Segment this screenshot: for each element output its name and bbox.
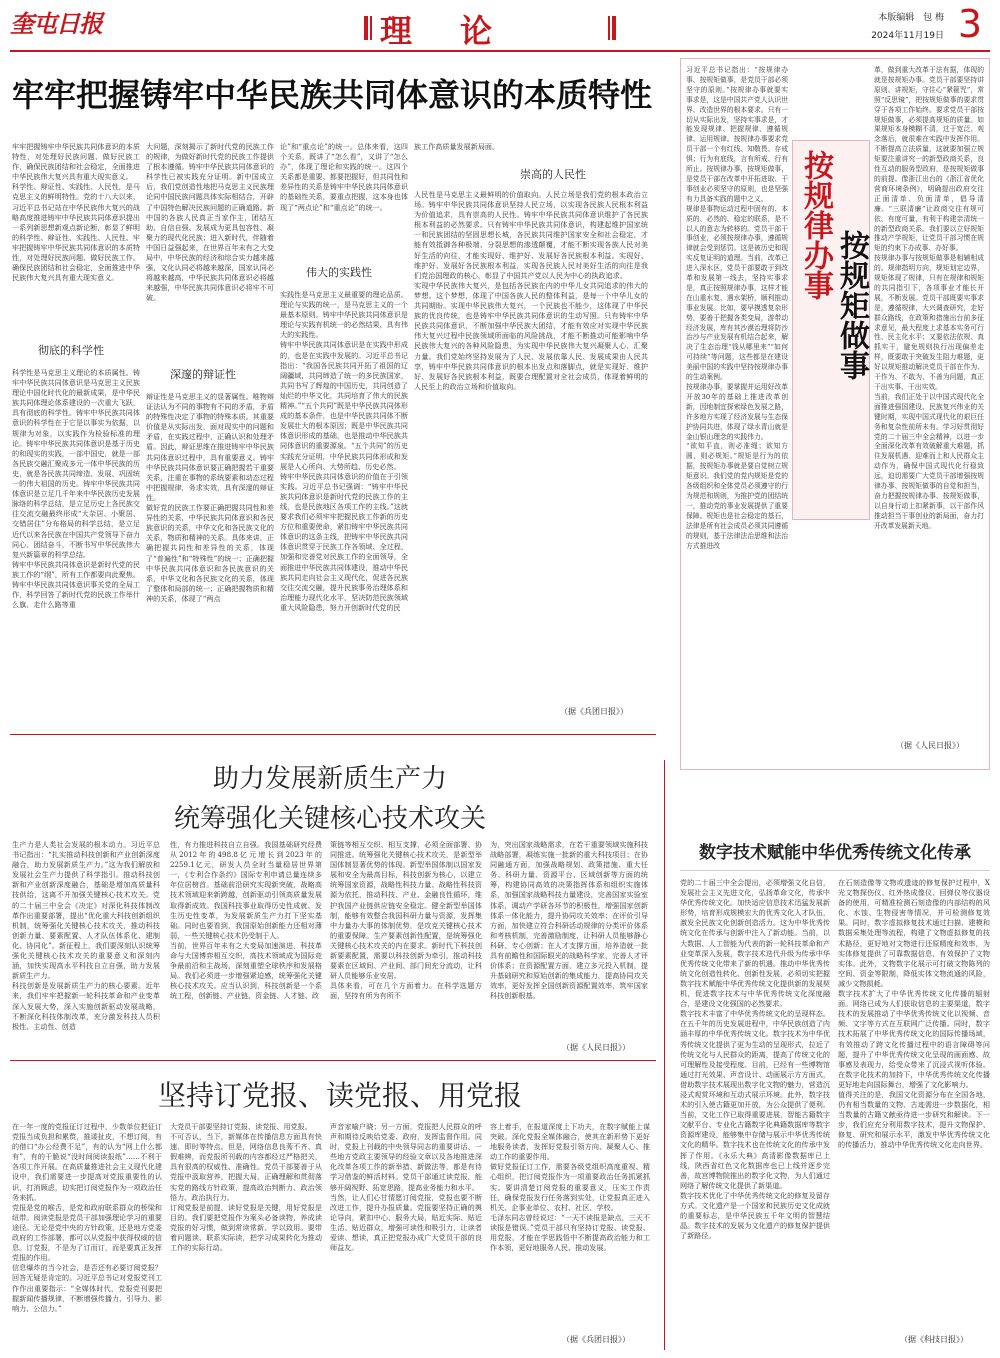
article3-col3: 策链等相互交织、相互支撑，必须全面部署、协同推进。统筹强化关键核心技术攻关，是新型举国体制显著优势的体现。新型举国体制以国家发展和安全为最高目标，科技创新为核心，以建立统筹国家资源，战略性科技力量、战略性科技资源为依托，推动科技、产业、金融良性循环，维护我国产业链供应链安全稳定。健全新型举国体制，能够有效整合我国科研力量与资源，发挥集中力量办大事的体制优势，是攻克关键核心技术的重要保障。生产要素创新性配置，是统筹强化关键核心技术攻关的内在要求。新时代下科技创新要素配置，需要以科技创新为牵引，推动科技要素在区域间、产业间、部门间充分流动，让科研人员能够乐业安居。 具体来看，可在几个方面着力。在科学选题方面，坚持有所为有所不 [330,840,482,1001]
section-name: 理论 [380,12,541,50]
article3-col2: 性，有力推进科技自立自强。我国基础研究经费从2012年的498.8亿元增长到2023年的2259.1亿元，研发人员全时当量稳居世界第一，《专利合作条约》国际专利申请总量连续多年位居榜首。基础前沿研究实现新突破，战略高技术领域迎来新跨越，创新驱动引领高质量发展取得新成效。我国科技事业取得历史性成就、发生历史性变革，为发展新质生产力打下坚实基础。同时也要看到，我国原始创新能力还相对薄弱，一些关键核心技术仍受制于人。 当前，世界百年未有之大变局加速演进，科技革命与大国博弈相互交织，高技术领域成为国际竞争最前沿和主战场，深刻重塑全球秩序和发展格局。我们必须进一步增强紧迫感，统筹强化关键核心技术攻关。应当认识到，科技创新是一个系统工程，创新链、产业链、资金链、人才链、政 [170,840,322,1001]
article2-title-line1: 按规律办事 [798,150,833,300]
article1-sec3-body: 实践性是马克思主义最重要的理论品质。理论与实践的统一，是马克思主义的一个最基本原则。铸牢中华民族共同体意识是理论与实践有机统一的必然结果，具有伟大的实践性。 铸牢中华民族共同体意识是在实践中形成的，也是在实践中发展的。习近平总书记指出：“我国各民族共同开拓了祖国的辽阔疆域，共同缔造了统一的多民族国家，共同书写了辉煌的中国历史，共同创造了灿烂的中华文化，共同培育了伟大的民族精神。”“五个共同”既是中华民族共同体形成的基本条件，也是中华民族共同体不断发展壮大的根本原因；既是中华民族共同体意识形成的基础，也是推动中华民族共同体意识的重要源泉。“五个共同”的历史实践充分证明，中华民族共同体形成和发展是人心所向、大势所趋、历史必然。 铸牢中华民族共同体意识的价值在于引领实践。习近平总书记强调：“铸牢中华民族共同体意识是新时代党的民族工作的主线，也是民族地区各项工作的主线。”这就要求我们必须牢牢把握民族工作新的历史方位和重要使命，紧扣铸牢中华民族共同体意识的这条主线，把铸牢中华民族共同体意识贯穿于民族工作各领域、全过程，加强和完善党对民族工作的全面领导，全面推进中华民族共同体建设，推动中华民族共同走向社会主义现代化，促进各民族交往交流交融，提升民族事务治理体系和治理能力现代化水平，坚决防范民族领域重大风险隐患，努力开创新时代党的民 [280,290,408,612]
column-divider [664,760,665,1350]
newspaper-logo: 奎屯日报 [10,9,102,38]
article2-col2: 革，做到重大改革于法有据，体现的就是按规矩办事。党员干部要坚持讲原则、讲规矩，守住心“紧箍咒”，常照“反思镜”，把按规矩做事的要求贯穿于各项工作始终。要求党员干部按规矩做事，必须提高规矩的质量。如果规矩本身模糊不清，过于宽泛、观念落后，就很难在实践中发挥作用。不断提高立法质量，这就要加强立规矩要注重讲究一的新型政商关系，良性互动的服务型政府，是按规矩做事的前提。像浙江出台的《浙江省优化营商环境条例》，明确提出政府交往正面清单、负面清单，倡导清廉、“三联清廉”让政商交往有规可依、有度可量，有利于构建亲清统一的新型政商关系。我们要以立好规矩推动产学规矩，让党员干部习惯在规矩的约束下办成事、办好事。 按规律办事与按规矩做事是相辅相成的。规律指明方向，规矩划定边界，规矩体现了规律，只有在规律和规矩的共同指引下，各项事业才能长开展，不断发展。党员干部既要实事求是，遵循规律，大兴调查研究，走好群众路线，在政策和措施出台前多征求意见，最大程度上求基本实务可行性、民主化水平；又要依法依规、真抓实干，避免规则执行出现偏差走样，既要敢于突破发生阻力难题，更好以规矩推动解决党员干部在作为、干作为、不敢为、不善为问题，真正干出实事、干出实效。 当前，我们正处于以中国式现代化全面推进强国建设、民族复兴伟业的关键时期，实现中国式现代化的艰巨任务和复杂性前所未有。学习好贯彻好党的二十届三中全会精神，以进一步全面深化改革有效破解重大难题，抓住发展机遇、迎难而上和人民群众主动作为，确保中国式现代化行稳致远，迫切需要广大党员干部增强按规律办事、按规矩做事的自觉和担当，奋力把握按规律办事、按规矩做事，以自身行动上扣紧新事，以干部作风推动担当干事创业的新局面，奋力打开改革发展新天地。 [874,66,984,530]
article3-title-line1: 助力发展新质生产力 [212,764,447,794]
article1-sec1-body: 科学性是马克思主义理论的本质属性。铸牢中华民族共同体意识是马克思主义民族理论中国化时代化的最新成果，是中华民族共同体理论体系建设的一次重大飞跃，具有彻底的科学性。铸牢中华民族共同体意识的科学性在于它是以事实为依据，以规律为对象，以实践作为检验标准的理论。铸牢中华民族共同体意识是基于历史的和现实的实践，一部中国史，就是一部各民族交融汇聚成多元一体中华民族的历史，就是各民族共同缔造、发展、巩固统一的伟大祖国的历史。铸牢中华民族共同体意识是立足几千年来中华民族历史发展脉络的科学总结，是立足历史上各民族交往交流交融最终形成“大杂居、小聚居、交错居住”分布格局的科学总结，是立足近代以来各民族在中国共产党领导下奋力同心、团结奋斗，不断书写中华民族伟大复兴新篇章的科学总结。 铸牢中华民族共同体意识是新时代党的民族工作的“纲”，所有工作都要向此聚焦。铸牢中华民族共同体意识事关党的全局工作，科学回答了新时代党的民族工作举什么旗、走什么路等重 [12,368,140,610]
article1-sec1-title: 彻底的科学性 [38,344,104,357]
editor-info [834,10,944,24]
editor-name: 包 梅 [923,13,944,23]
article3-bottom-rule [10,1060,656,1061]
article1-title: 牢牢把握铸牢中华民族共同体意识的本质特性 [12,76,653,114]
article1-col3-top: 论”和“重点论”的统一。总体来看，这四个关系，既讲了“怎么看”，又讲了“怎么办”，体现了理论和实践的统一。这四个关系都是重要、都要把握好，但共同性和差异性的关系是铸牢中华民族共同体意识的基础性关系，要重点把握，这本身也体现了“两点论”和“重点论”的统一。 [280,142,408,212]
article5-title: 坚持订党报、读党报、用党报 [157,1079,522,1112]
article3-col4: 为，突出国家战略需求，在若干重要领域实施科技战略部署，凝练实施一批新的重大科技项目；在协同融通方面，加强战略规划、政策措施、重大任务、科研力量、资源平台、区域创新等方面的统筹，构建协同高效的决策指挥体系和组织实施体系，加强国家战略科技力量建设，完善国家实验室体系，调动产学研各环节的积极性，增强国家创新体系一体化能力，提升协同攻关效率；在评价引导方面，加快建立符合科研活动规律的分类评价体系和考核机制，完善激励制度，让科研人员能够静心科研、专心创新；在人才支撑方面，培养造就一批具有前瞻性和国际眼光的战略科学家，完善人才评价体系；在资源配置方面，建立多元投入机制，提升基础研究和原始创新的集成能力，提高协同攻关效率，更好发挥全国创新资源配置效率，筑牢国家科技创新根基。 [490,840,648,1001]
page-number: 3 [957,2,983,46]
article1-sec2-body: 辩证性是马克思主义的显著属性。唯物辩证法认为不同的事物有不同的矛盾，矛盾的特殊性决定了事物的特殊本质。其重要价值是从实际出发，面对现实中的问题和矛盾，在实践过程中，正确认识和处理矛盾。因此，辩证思维在推进铸牢中华民族共同体意识过程中，具有重要意义。铸牢中华民族共同体意识要正确把握若干重要关系，注重在事物的系统要素和动态过程中把握规律，务求实效，具有深邃的辩证性。 做好党的民族工作要正确把握共同性和差异性的关系，中华民族共同体意识和各民族意识的关系，中华文化和各民族文化的关系，物质和精神的关系。具体来讲，正确把握共同性和差异性的关系，体现了“普遍性”和“特殊性”的统一；正确把握中华民族共同体意识和各民族意识的关系，中华文化和各民族文化的关系，体现了整体和局部的统一；正确把握物质和精神的关系，体现了“两点 [146,392,274,603]
article5-col1: 在一年一度的党报征订过程中，少数单位把征订党报当成负担和累赘，推诿扯皮，不想订阅，有的借口“办公经费不足”，有的认为“网上什么都有”，有的干脆说“没时间阅读报纸”……不利于各项工作开展。在高质量推进社会主义现代化建设中，我们需要进一步提高对党报重要性的认识，打消顾虑，切实把订阅党报作为一项政治任务来抓。 党报是党的喉舌，是党和政府联系群众的桥梁和纽带。阅读党报是党员干部加强理论学习的重要途径。无论是党中央的方针政策，还是地方党委政府的工作部署，都可以从党报中获得权威的信息。订党报，不是为了订而订，而是要真正发挥党报的作用。 信息爆炸的当今社会，是否还有必要订阅党报？回答无疑是肯定的。习近平总书记对党报党刊工作作出重要指示：“全媒体时代，党报党刊要把握新闻传播规律，不断增强传播力、引导力、影响力、公信力。” [12,1122,162,1313]
section-bar-left [364,16,372,40]
article1-sec2-title: 深邃的辩证性 [170,368,236,381]
article4-col2: 在石刻造像等文物或遗迹的修复保护过程中，X光文物探伤仪、红外热成像仪、回弹仪等仪器设备的使用，可精准检测石刻造像的内部结构的风化、水蚀、生物侵害等情况，并可检测修复效果。同时，数字虚拟修复技术通过扫描、建模和数据采集处理等流程，构建了文物虚拟修复的技术路径，更好地对文物进行还原精度和效率，为实体修复提供了可靠数据信息，有效保护了文物实体。此外，文物数字化展示可打破文物陈列的空间、资金等限制，降低实体文物流通的风险，减少文物损耗。 数字技术扩大了中华优秀传统文化传播的辐射面。网络已成为人们获取信息的主要渠道，数字技术的发展推动了中华优秀传统文化以视频、音频、文字等方式在互联网广泛传播。同时，数字技术拓展了中华优秀传统文化的国际传播场域，有效推动了跨文化传播过程中的语言障碍等问题，提升了中华优秀传统文化呈现的画面感、故事感及表现力，给受众带来了沉浸式视听体验。在数字化技术的加持下，中华优秀传统文化传播更好地走向国际舞台，增强了文化影响力。 值得关注的是，我国文化资源分布在全国各地，仍有相当数量的文物、古迹需进一步数据化，相当数量的古籍文献亟待进一步研究和解读。下一步，我们应充分利用数字技术，提升文物保护、修复、研究和展示水平，激发中华优秀传统文化的传播活力，推动中华优秀传统文化走向世界。 [838,878,990,1150]
article5-col3: 声音家喻户晓；另一方面，党报把人民群众的呼声和期待反映给党委、政府，发挥监督作用。同时，党报上刊载的中央领导同志的重要讲话、一些地方党政主要领导的经验文章以及各地推进深化改革各项工作的新举措、新做法等，都是有待学习借鉴的鲜活材料。党员干部通过读党报，能够开阔视野、拓宽思路，提高业务能力和水平。 当然，让人们心甘情愿订阅党报，党报也要不断改进工作，提升办报质量。党报要坚持正确的舆论导向，紧扣中心、服务大局，贴近实际、贴近生活、贴近群众，增强可读性和吸引力，让读者爱读、想读，真正把党报办成广大党员干部的良师益友。 [330,1122,482,1253]
article5-col2: 大党员干部要坚持订党报、读党报、用党报。 不可否认，当下，新媒体在传播信息方面具有快速、即时等特点。但是，网络信息良莠不齐、真假难辨，而党报所刊载的内容都经过严格把关，具有很高的权威性、准确性。党员干部要善于从党报中汲取营养，把握大局，正确理解和贯彻落实党的路线方针政策，提高政治判断力、政治领悟力、政治执行力。 订阅党报是前提，读好党报是关键，用好党报是目的。我们要把党报作为案头必备读物，养成读党报的好习惯，做到常读常新、学以致用。要带着问题读、联系实际读，把学习成果转化为推动工作的实际行动。 [170,1122,322,1253]
article1-sec4-title: 崇高的人民性 [520,168,586,181]
article4-col1: 党的二十届三中全会提出，必须增强文化自信，发展社会主义先进文化，弘扬革命文化，传承中华优秀传统文化。加快适应信息技术迅猛发展新形势，培育形成规模宏大的优秀文化人才队伍，激发全民族文化创新创造活力。这为中华优秀传统文化在传承与创新中注入了新动能。当前，以大数据、人工智能为代表的新一轮科技革命和产业变革深入发展，数字技术迭代升级为传承中华优秀传统文化带来了新的机遇。推动中华优秀传统文化创造性转化、创新性发展，必须切实把握数字技术赋能中华优秀传统文化提供新的发展契机，促进数字技术与中华优秀传统文化深度融合，是建设文化强国的必然要求。 数字技术丰富了中华优秀传统文化的呈现样态。在五千年的历史发展进程中，中华民族创造了内涵丰厚的中华优秀传统文化。数字技术为中华优秀传统文化提供了更为生动的呈现形式，拉近了传统文化与人民群众的距离，提高了传统文化的可理解性及接受程度。目前，已经有一些博物馆通过打光效果、声音设计、动画展示方方面式，借助数字技术展现出数字化文物的魅力，营造沉浸式观赏环境和互动式展示环境。此外，数字技术的引入使古籍更加开放，为公众提供了便利。当前，文化工作已取得重要进展，智能古籍数字文献平台、专业化古籍数字化典籍数据库等数字资源库建设，能够集中存储与展示中华优秀传统文化的精华。数字技术也在传统文化的传承中发挥了作用。《永乐大典》高清影像数据库已上线，陕西省红色文化数据库也已上线并逐步完善，故宫博物院推出的数字化文物，为人们通过网络了解传统文化提供了新渠道。 数字技术优化了中华优秀传统文化的修复及留存方式。文化遗产是一个国家和民族历史文化成就的重要标志，是中华民族五千年文明的智慧结晶。数字技术的发展为文化遗产的修复保护提供了新路径。 [680,878,830,1241]
article1-sec4-body: 人民性是马克思主义最鲜明的价值取向。人民立场是我们党的根本政治立场。铸牢中华民族共同体意识坚持人民立场，以实现各民族人民根本利益为价值追求，具有崇高的人民性。铸牢中华民族共同体意识维护了各民族根本利益的必然要求。只有铸牢中华民族共同体意识，构建起维护国家统一和民族团结的坚固思想长城，各民族共同维护国家安全和社会稳定，才能有效抵御各种极端、分裂思想的渗透颠覆，才能不断实现各族人民对美好生活的向往，才能实现好、维护好、发展好各民族根本利益。实现好、维护好、发展好各民族根本利益，实现各民族人民对美好生活的向往是我们党治国理政的核心，彰显了中国共产党以人民为中心的执政追求。 实现中华民族伟大复兴，是包括各民族在内的中华儿女共同追求的伟大的梦想。这个梦想，体现了中国各族人民的整体利益，是每一个中华儿女的共同期盼。实现中华民族伟大复兴，一个民族也不能少，这体现了中华民族的优良传统，也是铸牢中华民族共同体意识的生动写照。只有铸牢中华民族共同体意识，不断加强中华民族大团结，才能有效应对实现中华民族伟大复兴过程中民族领域所面临的风险挑战，才能不断推动可能影响中华民族伟大复兴的各种风险隐患，为实现中华民族伟大复兴凝聚人心、汇聚力量。我们党始终坚持发展为了人民、发展依靠人民、发展成果由人民共享，铸牢中华民族共同体意识的根本出发点和落脚点，就是实现好、维护好、发展好各民族根本利益，既要合理配置对全社会成员，体现着鲜明的人民至上的政治立场和价值取向。 [414,190,648,391]
article4-title-rule [680,870,990,871]
article3-byline: （据《人民日报》） [562,1043,630,1052]
issue-date: 2024年11月19日 [871,31,944,41]
article1-sec3-title: 伟大的实践性 [306,266,372,279]
article2-col1: 习近平总书记指出：“按规律办事、按规矩做事，是党员干部必须坚守的原则。”按规律办事就要实事求是，这是中国共产党人认识世界、改造世界的根本要求。只有一切从实际出发，坚持实事求是，才能发现规律、把握规律、遵循规律、运用规律。按规律办事要求党员干部一个有红线、知敬畏、存戒惧；行为有底线，言有所戒、行有所止。按规律办事，按规矩做事，是党员干部在改革中开拓进取、干事创业必须坚守的原则，也是坚强有力具备实践的题中之义。 规律是事物运动过程中固有的、本质的、必然的、稳定的联系，是不以人的意志为转移的。党员干部干事创业，必须按规律办事，遵循规律就会受到惩罚。这是被历史和现实反复证明的道理。当前，改革已进入深水区，党员干部要敢于到改革和发展第一线去，坚持实事求是，真正按照规律办事，这样才能在山重水复、遇水架桥，顺利推动事业发展。比如，要早摸透复杂形势，要善于把握各类变局，游带动经济发展，库有其沙漠治理将防沙治沙与产业发展有机结合起来，解决了生态治理“钱从哪里来”“如何可持续”等问题，这些都是在建设美丽中国的实践中坚持按规律办事的生动案例。 按规律办事，要掌握并运用好改革开放30年的基础上推进改革创新，因地制宜探索绿色发展之路，许多地方实现了经济发展与生态保护协同共进，体现了绿水青山就是金山银山理念的实践伟力。 “欲知平直，则必准绳；欲知方圆，则必规矩。”规矩是行为的依据，按规矩办事就是要自觉树立规矩意识。我们党的党内规矩是党的各级组织和全体党员必须遵守的行为规范和规则，为推护党的团结统一，推动党的事业发展提供了重要保障。规矩也是社会稳定的基石，法律是所有社会成员必须共同遵循的规则，基于法律法治思维和法治方式推进改 [686,66,788,550]
article1-intro: 牢牢把握铸牢中华民族共同体意识的本质特性，对处理好民族问题、做好民族工作，确保民族团结和社会稳定，全面推进中华民族伟大复兴具有重大现实意义。 科学性、辩证性、实践性、人民性，是马克思主义的鲜明特性。党的十八大以来，习近平总书记站在中华民族伟大复兴的战略高度推进铸牢中华民族共同体意识提出一系列新思想新观点新论断，彰显了鲜明的科学性、辩证性、实践性、人民性。牢牢把握铸牢中华民族共同体意识的本质特性，对处理好民族问题、做好民族工作，确保民族团结和社会稳定，全面推进中华民族伟大复兴具有重大现实意义。 [12,142,140,283]
article1-col4-top: 族工作高质量发展新局面。 [414,142,500,151]
article2-title-line2: 按规矩做事 [834,230,869,380]
article4-byline: （据《科技日报》） [900,1335,968,1344]
article1-bottom-rule [10,734,656,735]
article3-col1: 生产力是人类社会发展的根本动力。习近平总书记指出：“扎实推动科技创新和产业创新深度融合，助力发展新质生产力。”这为我们解放和发展社会生产力提供了科学指引。推动科技创新和产业创新深度融合，基础是增加高质量科技供给，这离不开加强关键核心技术攻关。党的二十届三中全会《决定》对深化科技体制改革作出重要部署，提出“优化重大科技创新组织机制，统筹强化关键核心技术攻关，推动科技创新力量、要素配置、人才队伍体系化、建制化、协同化”。新征程上，我们要深刻认识统筹强化关键核心技术攻关的重要意义和深刻内涵，加快实现高水平科技自立自强，助力发展新质生产力。 科技创新是发展新质生产力的核心要素。近年来，我们牢牢把握新一轮科技革命和产业变革深入发展大势，深入实施创新驱动发展战略，不断深化科技体制改革，充分激发科技人员积极性、主动性、创造 [12,840,160,1031]
article5-byline: （据《兵团日报》） [562,1335,630,1344]
section-bar-right [608,16,616,40]
article1-col2-body: 大问题，深刻揭示了新时代党的民族工作的规律，为做好新时代党的民族工作提供了根本遵循。铸牢中华民族共同体意识的科学性已被实践充分证明。新中国成立后，我们党创造性地把马克思主义民族理论同中国民族问题具体实际相结合，开辟了中国特色解决民族问题的正确道路。新中国的各族人民真正当家作主，团结互助、自信自强、发展成为更具包容性、凝聚力的现代化民族；进入新时代，伴随着中国日益强起来，在世界百年未有之大变局中，中华民族的经济和综合实力越来越强，文化认同必将越来越深，国家认同必将越来越高，中华民族共同体意识必将越来越强，中华民族共同体意识必将牢不可破。 [146,142,274,303]
article1-byline: （据《兵团日报》） [560,707,628,716]
article3-title-line2: 统筹强化关键核心技术攻关 [173,804,486,834]
article5-col4: 容上着手，在报道深度上下功夫，在数字赋能上谋突破。深化党报全媒体融合，使其在新形势下更好地服务读者，发挥好党报引领方向、凝聚人心、推动工作的重要作用。 做好党报征订工作，需要各级党组织高度重视、精心组织，把订阅党报作为一项重要政治任务抓紧抓实。要讲清楚订阅党报的重要意义，压实工作责任，确保党报发行任务落到实处，让党报真正进入机关、企事业单位、农村、社区、学校。 毛泽东同志曾经说过：“一天不读报是缺点，三天不读报是错误。”党员干部只有坚持订党报、读党报、用党报，才能在学思践悟中不断提高政治能力和工作本领，更好地服务人民、推动发展。 [490,1122,650,1253]
masthead-rule [10,50,990,52]
article4-title: 数字技术赋能中华优秀传统文化传承 [699,843,971,863]
editor-label: 本版编辑 [878,13,915,23]
article2-byline: （据《人民日报》） [896,741,964,750]
